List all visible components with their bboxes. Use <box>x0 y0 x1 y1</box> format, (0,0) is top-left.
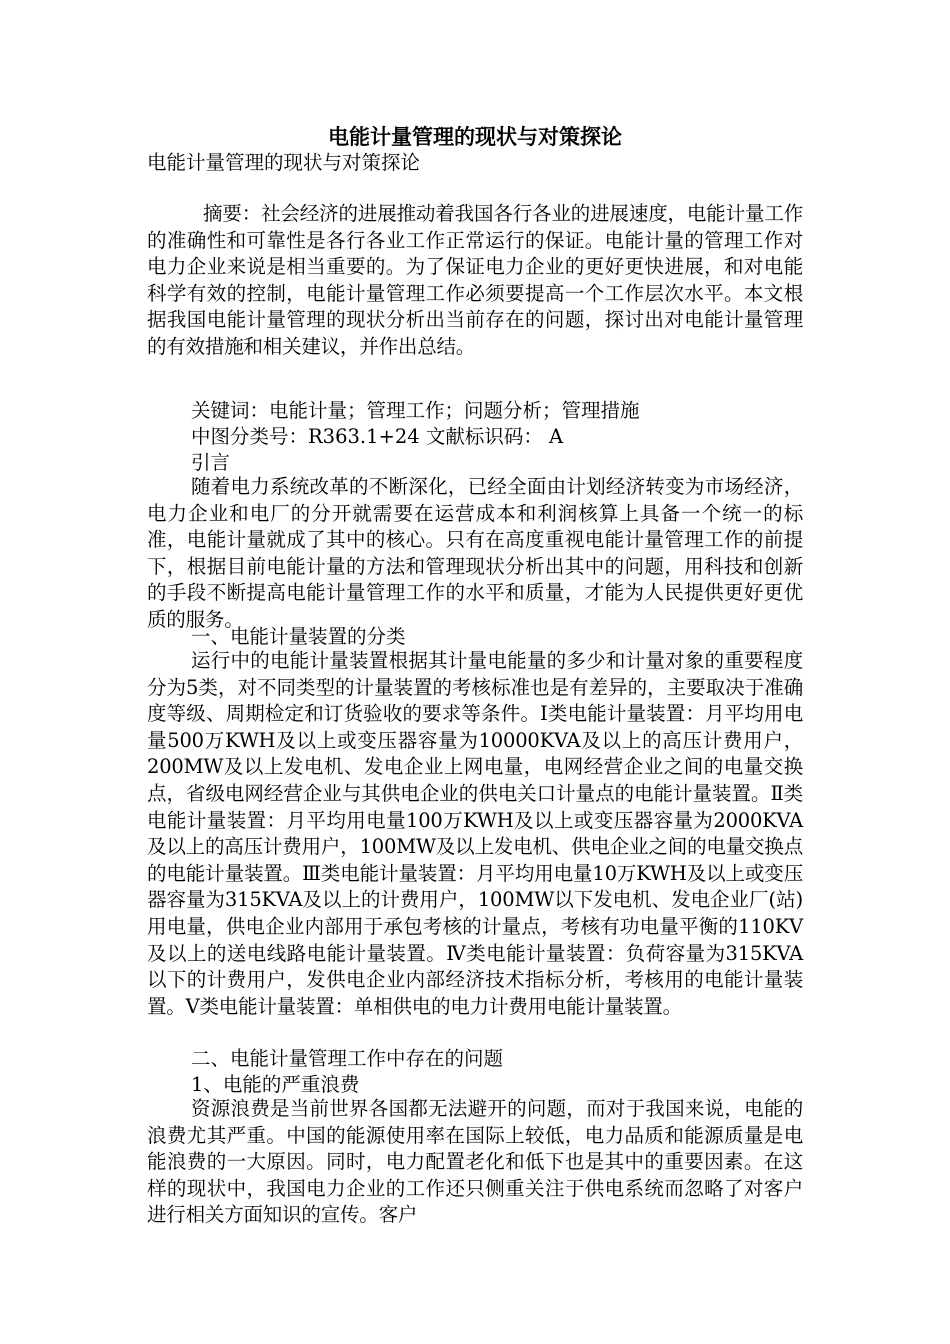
section2-sub1-heading: 1、电能的严重浪费 <box>191 1073 360 1096</box>
section2-sub1-paragraph: 资源浪费是当前世界各国都无法避开的问题，而对于我国来说，电能的浪费尤其严重。中国的能源使用率在国际上较低，电力品质和能源质量是电能浪费的一大原因。同时，电力配置老化和低下也是其中的重要因素。在这样的现状中，我国电力企业的工作还只侧重关注于供电系统而忽略了对客户进行相关方面知识的宣传。客户 <box>147 1097 803 1227</box>
classification-line: 中图分类号：R363.1+24 文献标识码： A <box>191 425 564 448</box>
document-title: 电能计量管理的现状与对策探论 <box>328 124 622 149</box>
section2-heading: 二、电能计量管理工作中存在的问题 <box>191 1047 504 1070</box>
intro-heading: 引言 <box>191 451 231 474</box>
section1-heading: 一、电能计量装置的分类 <box>191 625 406 648</box>
abstract-paragraph: 摘要：社会经济的进展推动着我国各行各业的进展速度，电能计量工作的准确性和可靠性是各行各业工作正常运行的保证。电能计量的管理工作对电力企业来说是相当重要的。为了保证电力企业的更好更快进展，和对电能科学有效的控制，电能计量管理工作必须要提高一个工作层次水平。本文根据我国电能计量管理的现状分析出当前存在的问题，探讨出对电能计量管理的有效措施和相关建议，并作出总结。 <box>147 202 803 358</box>
intro-paragraph: 随着电力系统改革的不断深化，已经全面由计划经济转变为市场经济，电力企业和电厂的分开就需要在运营成本和利润核算上具备一个统一的标准，电能计量就成了其中的核心。只有在高度重视电能计量管理工作的前提下，根据目前电能计量的方法和管理现状分析出其中的问题，用科技和创新的手段不断提高电能计量管理工作的水平和质量，才能为人民提供更好更优质的服务。 <box>147 475 803 631</box>
document-subtitle: 电能计量管理的现状与对策探论 <box>147 151 421 174</box>
keywords-line: 关键词：电能计量；管理工作；问题分析；管理措施 <box>191 399 640 422</box>
section1-paragraph: 运行中的电能计量装置根据其计量电能量的多少和计量对象的重要程度分为5类，对不同类型的计量装置的考核标准也是有差异的，主要取决于准确度等级、周期检定和订货验收的要求等条件。Ⅰ类电能计量装置：月平均用电量500万KWH及以上或变压器容量为10000KVA及以上的高压计费用户，200MW及以上发电机、发电企业上网电量，电网经营企业之间的电量交换点，省级电网经营企业与其供电企业的供电关口计量点的电能计量装置。Ⅱ类电能计量装置：月平均用电量100万KWH及以上或变压器容量为2000KVA及以上的高压计费用户，100MW及以上发电机、供电企业之间的电量交换点的电能计量装置。Ⅲ类电能计量装置：月平均用电量10万KWH及以上或变压器容量为315KVA及以上的计费用户，100MW以下发电机、发电企业厂(站)用电量，供电企业内部用于承包考核的计量点，考核有功电量平衡的110KV及以上的送电线路电能计量装置。Ⅳ类电能计量装置：负荷容量为315KVA以下的计费用户，发供电企业内部经济技术指标分析，考核用的电能计量装置。Ⅴ类电能计量装置：单相供电的电力计费用电能计量装置。 <box>147 649 803 1018</box>
